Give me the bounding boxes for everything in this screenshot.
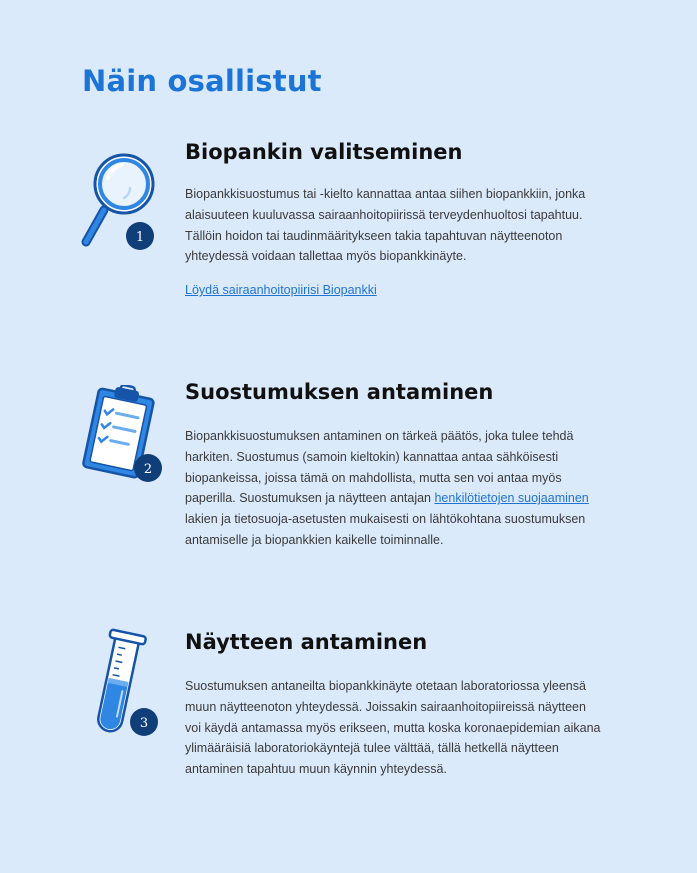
privacy-protection-link[interactable]: henkilötietojen suojaaminen xyxy=(434,491,589,506)
magnifier-icon xyxy=(78,148,162,272)
test-tube-icon xyxy=(78,628,162,752)
step-heading: Biopankin valitseminen xyxy=(185,140,463,164)
step-number: 2 xyxy=(143,462,153,477)
page-title: Näin osallistut xyxy=(82,64,322,98)
step-description: Suostumuksen antaneilta biopankkinäyte otetaan laboratoriossa yleensä muun näytteenoton yhteydessä. Joissakin sairaanhoitopiireissä näytteen voi käydä antamassa myös erikseen, mutta koska koronaepidemian aikana ylimääräisiä laboratoriokäyntejä tulee välttää, tällä hetkellä näytteen antaminen tapahtuu muun käynnin yhteydessä. xyxy=(185,679,601,777)
step-heading: Suostumuksen antaminen xyxy=(185,380,494,404)
step-description: Biopankkisuostumus tai -kielto kannattaa antaa siihen biopankkiin, jonka alaisuuteen kuuluvassa sairaanhoitopiirissä terveydenhuoltosi tapahtuu. Tällöin hoidon tai taudinmääritykseen takia tapahtuvan näytteenoton yhteydessä voidaan tallettaa myös biopankkinäyte. xyxy=(185,187,586,264)
step-description-text: lakien ja tietosuoja-asetusten mukaisesti on lähtökohtana suostumuksen antamiselle ja biopankkien kaikelle toiminnalle. xyxy=(185,512,586,547)
step-number: 3 xyxy=(139,716,149,731)
step-number: 1 xyxy=(135,230,145,245)
find-biobank-link[interactable]: Löydä sairaanhoitopiirisi Biopankki xyxy=(185,283,377,297)
step-heading: Näytteen antaminen xyxy=(185,630,428,654)
step-description xyxy=(185,426,603,551)
step-description-text: Biopankkisuostumuksen antaminen on tärkeä päätös, joka tulee tehdä harkiten. Suostumus (samoin kieltokin) kannattaa antaa sähköisesti biopankeissa, joissa tämä on mahdollista, mutta sen voi antaa myös paperilla. Suostumuksen ja näytteen antajan xyxy=(185,429,574,506)
clipboard-checklist-icon xyxy=(78,385,162,509)
